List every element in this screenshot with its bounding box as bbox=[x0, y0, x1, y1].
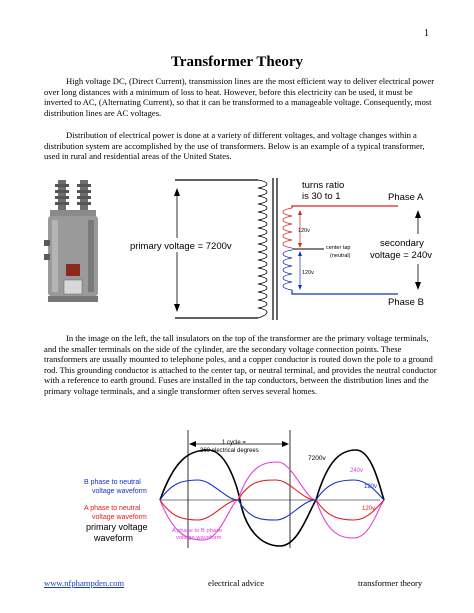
primary-waveform-label-line2: waveform bbox=[94, 533, 134, 543]
cycle-label-line1: 1 cycle = bbox=[222, 440, 246, 446]
primary-voltage-label: primary voltage = 7200v bbox=[130, 241, 232, 252]
page-number: 1 bbox=[424, 28, 429, 39]
v240-label: 240v bbox=[350, 468, 364, 474]
secondary-label-line1: secondary bbox=[380, 238, 424, 249]
center-tap-neutral-label: (neutral) bbox=[330, 253, 351, 259]
intro-paragraph: High voltage DC, (Direct Current), transmission lines are the most efficient way to deliver electrical power over long distances with a minimum of loss to heat. However, before this electricity can be used, it must be inverted to AC, (Alternating Current), so that it can be transformed to a manageable voltage. Consequently, most distribution lines are AC voltages. bbox=[44, 76, 435, 118]
primary-coil bbox=[258, 180, 267, 318]
turns-ratio-line2: is 30 to 1 bbox=[302, 191, 341, 202]
terminals-paragraph: In the image on the left, the tall insulators on the top of the transformer are the primary voltage terminals, and the smaller terminals on the side of the cylinder, are the secondary voltage connection points. These transformers are usually mounted to telephone poles, and a copper conductor is routed down the pole to a ground rod. This grounding conductor is attached to the center tap, or neutral terminal, and provides the neutral conductor with a reference to earth ground. Fuses are installed in the tap conductors, between the distribution lines and the primary voltage terminals, and a single transformer often serves several homes. bbox=[44, 333, 437, 396]
b-phase-label-line2: voltage waveform bbox=[92, 488, 147, 495]
footer-center-text: electrical advice bbox=[208, 578, 265, 588]
phase-b-label: Phase B bbox=[388, 297, 424, 308]
secondary-coil-lower bbox=[283, 250, 292, 290]
v120-bottom-label: 120v bbox=[362, 506, 376, 512]
waveform-diagram bbox=[80, 428, 390, 552]
nameplate bbox=[66, 264, 80, 276]
primary-waveform-label-line1: primary voltage bbox=[86, 522, 148, 532]
turns-ratio-line1: turns ratio bbox=[302, 180, 345, 191]
distribution-paragraph: Distribution of electrical power is done at a variety of different voltages, and voltage changes within a distribution system are accomplished by the use of transformers. Below is an example of a typical transformer, used in rural and residential areas of the United States. bbox=[44, 130, 425, 162]
a-phase-label-line1: A phase to neutral bbox=[84, 505, 141, 512]
page-title: Transformer Theory bbox=[170, 54, 304, 70]
v120-top-label: 120v bbox=[364, 484, 378, 490]
footer-right-text: transformer theory bbox=[358, 578, 423, 588]
upper-120v-label: 120v bbox=[298, 228, 310, 234]
transformer-photo bbox=[44, 180, 102, 304]
phase-b-wire bbox=[292, 290, 398, 294]
phase-a-wire bbox=[292, 206, 398, 208]
b-phase-label-line1: B phase to neutral bbox=[84, 479, 141, 486]
peak-7200v-label: 7200v bbox=[308, 455, 326, 462]
transformer-schematic bbox=[120, 168, 440, 328]
secondary-coil-upper bbox=[283, 208, 292, 248]
center-tap-label: center tap bbox=[326, 245, 351, 251]
footer-website-link[interactable]: www.nfphampden.com bbox=[44, 578, 125, 588]
ab-phase-label-line1: A phase to B phase bbox=[172, 528, 223, 534]
phase-a-label: Phase A bbox=[388, 192, 424, 203]
lower-120v-label: 120v bbox=[302, 270, 314, 276]
secondary-label-line2: voltage = 240v bbox=[370, 250, 433, 261]
cycle-label-line2: 360 electrical degrees bbox=[200, 448, 259, 454]
ab-phase-label-line2: voltage waveform bbox=[176, 535, 222, 541]
a-phase-label-line2: voltage waveform bbox=[92, 514, 147, 521]
